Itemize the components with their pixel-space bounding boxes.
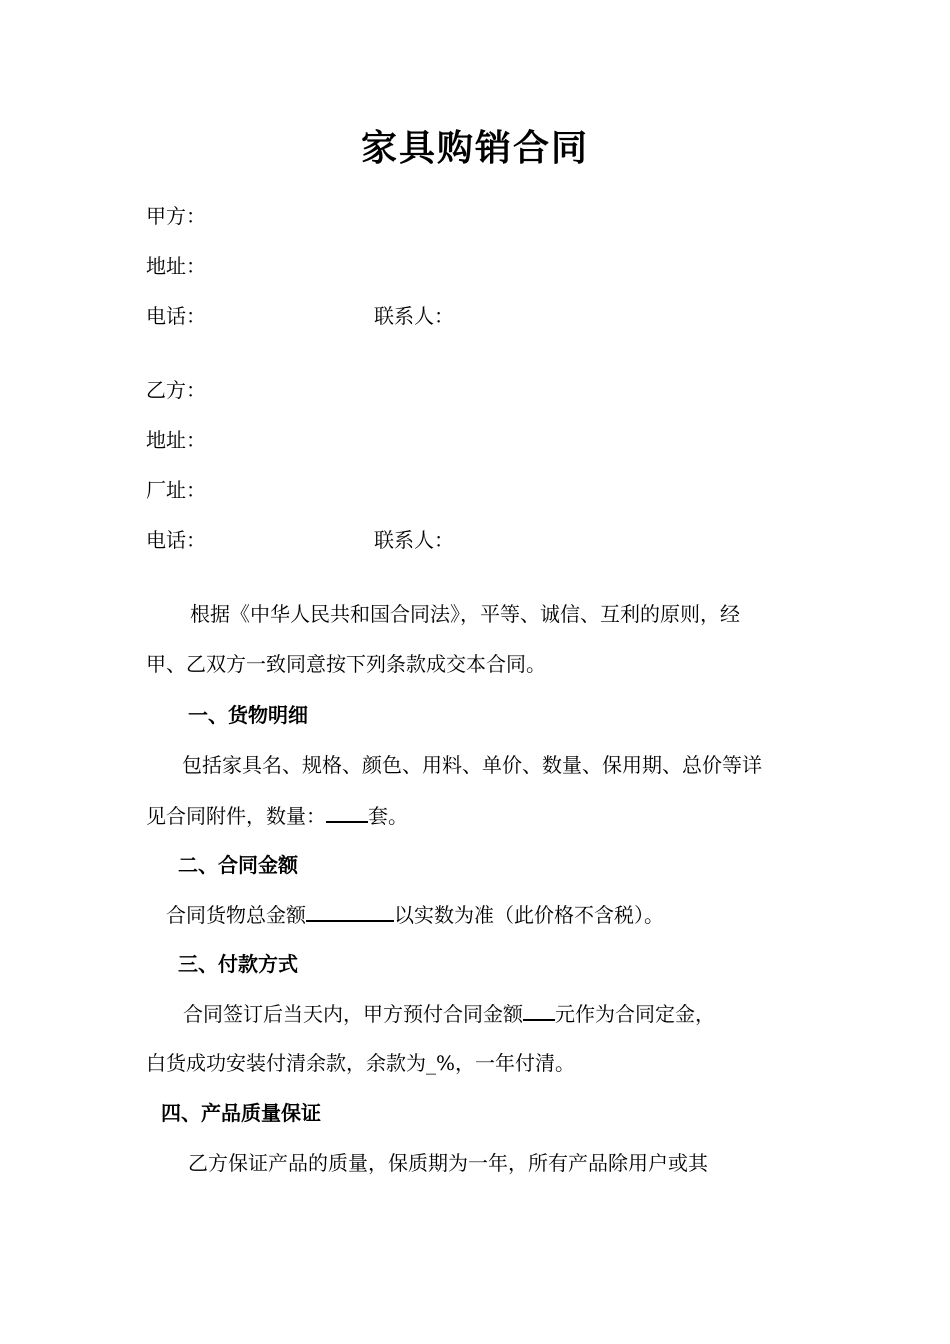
party-b-name-label: 乙方：: [146, 378, 206, 402]
section-1-line-1: 包括家具名、规格、颜色、用料、单价、数量、保用期、总价等详: [182, 753, 762, 777]
section-3-line-1-before: 合同签订后当天内，甲方预付合同金额: [183, 1002, 523, 1026]
total-amount-blank: [306, 900, 394, 922]
section-1-line-2-text: 见合同附件，数量：: [146, 804, 326, 828]
deposit-blank: [523, 999, 555, 1021]
party-b-address-label: 地址：: [146, 428, 206, 452]
document-title: 家具购销合同: [360, 128, 589, 169]
party-a-phone-label: 电话：: [146, 304, 206, 328]
party-a-name-label: 甲方：: [146, 204, 206, 228]
section-1-heading: 一、货物明细: [188, 703, 308, 727]
preamble-line-1: 根据《中华人民共和国合同法》，平等、诚信、互利的原则，经: [190, 602, 740, 626]
section-2-text: [166, 900, 664, 929]
section-2-text-after: 以实数为准（此价格不含税）。: [394, 903, 664, 927]
party-b-factory-label: 厂址：: [146, 478, 206, 502]
section-2-text-before: 合同货物总金额: [166, 903, 306, 927]
quantity-blank: [326, 801, 368, 823]
section-3-line-1: [183, 999, 715, 1028]
section-1-line-2-suffix: 套。: [368, 804, 408, 828]
section-2-heading: 二、合同金额: [178, 853, 298, 877]
section-3-line-1-after: 元作为合同定金，: [555, 1002, 715, 1026]
section-4-line-1: 乙方保证产品的质量，保质期为一年，所有产品除用户或其: [188, 1151, 708, 1175]
section-3-heading: 三、付款方式: [178, 952, 298, 976]
party-a-address-label: 地址：: [146, 254, 206, 278]
party-b-contact-label: 联系人：: [374, 528, 454, 552]
section-3-line-2: 白货成功安装付清余款，余款为_%，一年付清。: [146, 1051, 576, 1075]
preamble-line-2: 甲、乙双方一致同意按下列条款成交本合同。: [146, 652, 546, 676]
party-a-contact-label: 联系人：: [374, 304, 454, 328]
party-b-phone-label: 电话：: [146, 528, 206, 552]
section-4-heading: 四、产品质量保证: [161, 1101, 321, 1125]
section-1-line-2: [146, 801, 408, 830]
